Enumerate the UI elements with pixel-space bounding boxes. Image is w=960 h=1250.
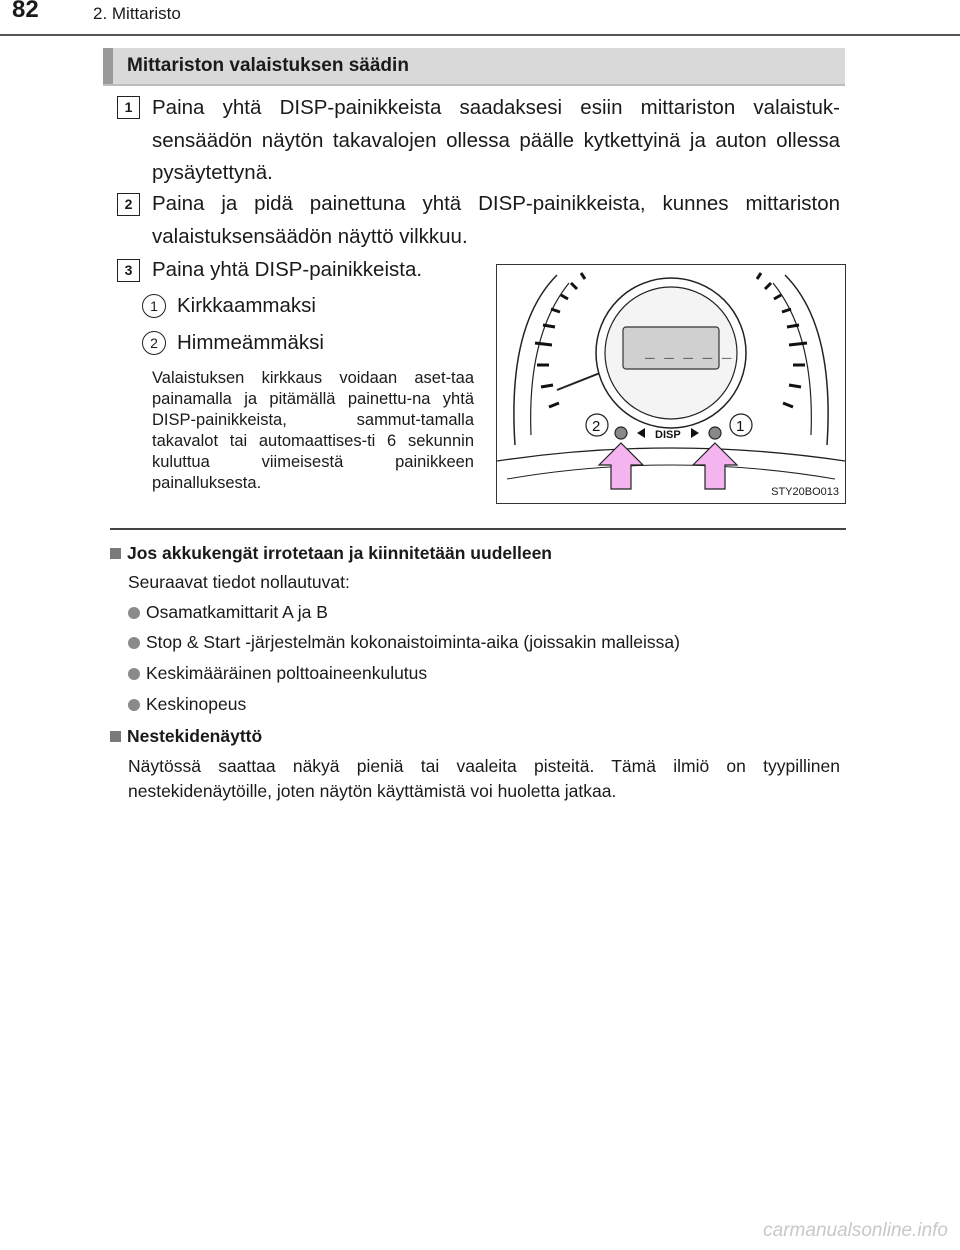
step-text-1: Paina yhtä DISP-painikkeista saadaksesi esiin mittariston valaistuk-sensäädön näytön takavalojen ollessa päälle kytkettyinä ja auton ollessa pysäytettynä. xyxy=(152,96,840,184)
page-number: 82 xyxy=(12,0,39,23)
step-number-2: 2 xyxy=(117,193,140,216)
list-item-text: Keskimääräinen polttoaineenkulutus xyxy=(146,663,428,683)
list-item xyxy=(128,632,680,653)
bullet-dot-icon xyxy=(128,668,140,680)
bullet-dot-icon xyxy=(128,637,140,649)
callout-1: 1 xyxy=(736,418,745,435)
battery-intro: Seuraavat tiedot nollautuvat: xyxy=(128,572,350,592)
option-label-dimmer: Himmeämmäksi xyxy=(177,331,324,354)
brighter-button xyxy=(709,427,721,439)
option-number-1: 1 xyxy=(142,294,166,318)
step-text-3: Paina yhtä DISP-painikkeista. xyxy=(152,258,423,281)
lcd-heading xyxy=(110,726,262,747)
instrument-cluster-figure xyxy=(496,264,846,504)
list-item-text: Osamatkamittarit A ja B xyxy=(146,602,328,622)
instrument-cluster-illustration xyxy=(497,265,845,503)
battery-heading-text: Jos akkukengät irrotetaan ja kiinnitetään uudelleen xyxy=(127,543,552,563)
section-title-bar xyxy=(103,48,845,86)
watermark: carmanualsonline.info xyxy=(763,1220,948,1241)
list-item-text: Keskinopeus xyxy=(146,694,247,714)
callout-2: 2 xyxy=(592,418,601,435)
option-label-brighter: Kirkkaammaksi xyxy=(177,294,316,317)
figure-code: STY20BO013 xyxy=(771,486,839,498)
section-divider xyxy=(110,528,846,530)
list-item-text: Stop & Start -järjestelmän kokonaistoiminta-aika (joissakin malleissa) xyxy=(146,632,680,652)
header-rule xyxy=(0,34,960,36)
lcd-heading-text: Nestekidenäyttö xyxy=(127,726,263,746)
lcd-text: Näytössä saattaa näkyä pieniä tai vaaleita pisteitä. Tämä ilmiö on tyypillinen nestekidenäytöille, joten näytön käyttämistä voi huoletta jatkaa. xyxy=(128,756,840,801)
right-triangle-icon xyxy=(691,428,699,438)
section-title-accent xyxy=(103,48,113,84)
section-title: Mittariston valaistuksen säädin xyxy=(127,55,409,76)
step-text-2: Paina ja pidä painettuna yhtä DISP-painikkeista, kunnes mittariston valaistuksensäädön näyttö vilkkuu. xyxy=(152,192,840,248)
square-bullet-icon xyxy=(110,731,121,742)
chapter-title: 2. Mittaristo xyxy=(93,4,181,23)
bullet-dot-icon xyxy=(128,607,140,619)
step-number-1: 1 xyxy=(117,96,140,119)
battery-heading xyxy=(110,543,552,564)
bullet-dot-icon xyxy=(128,699,140,711)
list-item xyxy=(128,602,328,623)
list-item xyxy=(128,694,246,715)
list-item xyxy=(128,663,427,684)
option-number-2: 2 xyxy=(142,331,166,355)
step-number-3: 3 xyxy=(117,259,140,282)
dimmer-button xyxy=(615,427,627,439)
display-segments: _ _ _ _ _ xyxy=(645,344,732,362)
square-bullet-icon xyxy=(110,548,121,559)
left-triangle-icon xyxy=(637,428,645,438)
disp-label: DISP xyxy=(655,429,681,441)
brightness-note: Valaistuksen kirkkaus voidaan aset-taa painamalla ja pitämällä painettu-na yhtä DISP-painikkeista, sammut-tamalla takavalot tai automaattises-ti 6 sekunnin kuluttua viimeisestä painikkeen painalluksesta. xyxy=(152,369,474,492)
